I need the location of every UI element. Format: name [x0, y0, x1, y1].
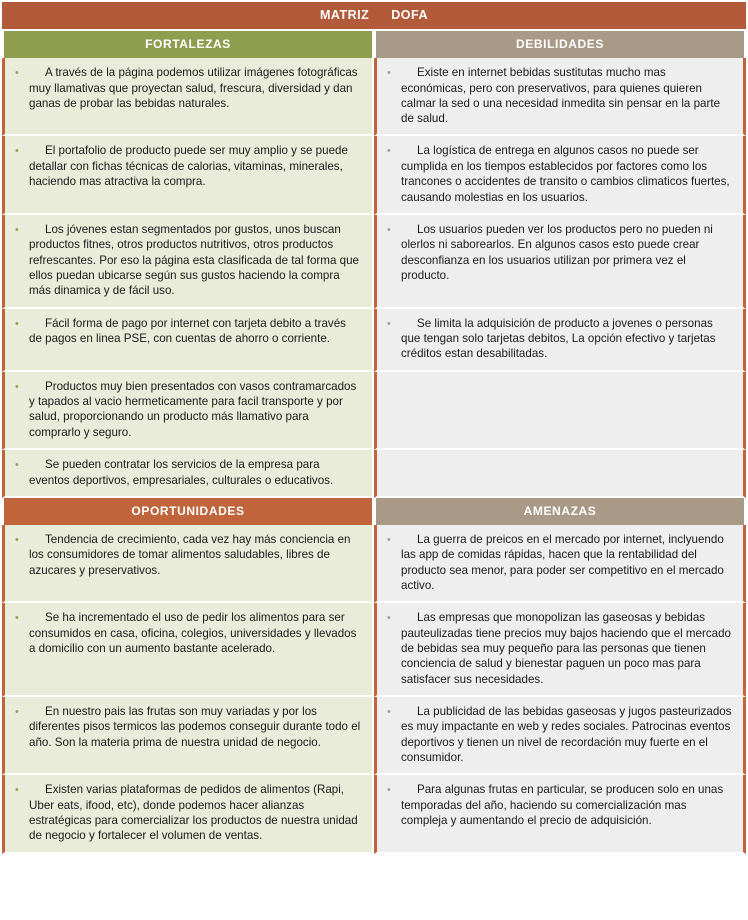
bullet-icon: • — [15, 67, 19, 79]
cell-fortaleza — [2, 136, 374, 214]
rows-top — [2, 58, 746, 498]
cell-text: Para algunas frutas en particular, se producen solo en unas temporadas del año, haciendo su comercialización mas compleja y aumentando el precio de adquisición. — [401, 783, 724, 828]
cell-fortaleza — [2, 450, 374, 498]
bullet-icon: • — [15, 223, 19, 236]
bullet-icon: • — [15, 612, 19, 625]
cell-oportunidad — [2, 603, 374, 697]
cell-text: Se ha incrementado el uso de pedir los alimentos para ser consumidos en casa, oficina, colegios, universidades y llevados a domicilio con un aumento bastante acelerado. — [29, 611, 357, 656]
cell-text: Tendencia de crecimiento, cada vez hay más conciencia en los consumidores de tomar alimentos saludables, libres de azucares y preservativos. — [29, 532, 351, 577]
table-row — [2, 450, 746, 498]
matrix-title-word1: MATRIZ — [319, 8, 370, 22]
table-row — [2, 136, 746, 214]
bullet-icon: • — [387, 705, 391, 718]
cell-text: Se pueden contratar los servicios de la empresa para eventos deportivos, empresariales, culturales o educativos. — [29, 458, 334, 487]
bullet-icon: • — [15, 705, 19, 718]
header-row-bottom — [2, 498, 746, 525]
table-row — [2, 697, 746, 775]
cell-debilidad — [374, 309, 746, 372]
table-row — [2, 372, 746, 450]
header-debilidades: DEBILIDADES — [374, 31, 746, 58]
cell-fortaleza — [2, 372, 374, 450]
bullet-icon: • — [15, 459, 19, 472]
cell-debilidad — [374, 215, 746, 309]
table-row — [2, 215, 746, 309]
cell-amenaza — [374, 603, 746, 697]
bullet-icon: • — [387, 145, 391, 158]
cell-text: Fácil forma de pago por internet con tarjeta debito a través de pagos en linea PSE, con cuentas de ahorro o corriente. — [29, 316, 346, 346]
header-oportunidades: OPORTUNIDADES — [2, 498, 374, 525]
bullet-icon: • — [387, 223, 391, 236]
cell-text: Existen varias plataformas de pedidos de alimentos (Rapi, Uber eats, ifood, etc), donde podemos hacer alianzas estratégicas para comercializar los productos de nuestra unidad de negocio y fortalecer el volumen de ventas. — [29, 783, 358, 843]
matrix-title-word2: DOFA — [391, 8, 429, 22]
bullet-icon: • — [387, 533, 391, 546]
table-row — [2, 525, 746, 603]
header-fortalezas: FORTALEZAS — [2, 31, 374, 58]
cell-text: Los jóvenes estan segmentados por gustos, unos buscan productos fitnes, otros productos nutritivos, otros productos refrescantes. Por eso la página esta clasificada de tal forma que ellos puedan ubicarse según sus gustos haciendo la compra más dinamica y de fácil uso. — [29, 222, 359, 298]
cell-text: La logística de entrega en algunos casos no puede ser cumplida en los tiempos establecidos por factores como los trancones o accidentes de transito o cambios climaticos fuertes, causando molestias en los usuarios. — [401, 144, 730, 204]
bullet-icon: • — [15, 533, 19, 546]
matrix-title — [2, 2, 746, 31]
header-amenazas: AMENAZAS — [374, 498, 746, 525]
cell-debilidad — [374, 58, 746, 136]
bullet-icon: • — [15, 380, 19, 393]
table-row — [2, 603, 746, 697]
cell-text: Productos muy bien presentados con vasos contramarcados y tapados al vacio hermeticamente para facil transporte y por salud, proporcionando un producto más llamativo para comprarlo y seguro. — [29, 379, 357, 439]
bullet-icon: • — [387, 67, 391, 79]
cell-fortaleza — [2, 58, 374, 136]
cell-empty — [374, 450, 746, 498]
table-row — [2, 58, 746, 136]
cell-oportunidad — [2, 775, 374, 853]
cell-text: El portafolio de producto puede ser muy amplio y se puede detallar con fichas técnicas de calorias, vitaminas, minerales, haciendo mas atractiva la compra. — [29, 144, 348, 189]
cell-text: Las empresas que monopolizan las gaseosas y bebidas pauteulizadas tiene precios muy bajos haciendo que el mercado de bebidas sea muy pequeño para las personas que tienen conciencia de salud y bienestar paguen un poco mas para satisfacer sus necesidades. — [401, 611, 731, 686]
bullet-icon: • — [387, 784, 391, 797]
bullet-icon: • — [15, 784, 19, 797]
rows-bottom — [2, 525, 746, 854]
bullet-icon: • — [15, 317, 19, 330]
bullet-icon: • — [15, 145, 19, 158]
cell-text: En nuestro pais las frutas son muy variadas y por los diferentes pisos termicos las podemos conseguir durante todo el año. Son la materia prima de nuestra unidad de negocio. — [29, 704, 361, 749]
cell-empty — [374, 372, 746, 450]
table-row — [2, 309, 746, 372]
cell-oportunidad — [2, 525, 374, 603]
bullet-icon: • — [387, 317, 391, 330]
cell-fortaleza — [2, 215, 374, 309]
bullet-icon: • — [387, 612, 391, 625]
cell-fortaleza — [2, 309, 374, 372]
cell-text: Los usuarios pueden ver los productos pero no pueden ni olerlos ni saborearlos. En algunos casos esto puede crear desconfianza en los usuarios utilizan por primera vez el producto. — [401, 222, 713, 282]
table-row — [2, 775, 746, 853]
cell-oportunidad — [2, 697, 374, 775]
cell-amenaza — [374, 697, 746, 775]
cell-debilidad — [374, 136, 746, 214]
header-row-top — [2, 31, 746, 58]
cell-text: La guerra de preicos en el mercado por internet, inclyuendo las app de comidas rápidas, hacen que la rentabilidad del producto sea menor, para poder ser competitivo en el mercado activo. — [401, 532, 724, 592]
cell-text: A través de la página podemos utilizar imágenes fotográficas muy llamativas que proyectan salud, frescura, diversidad y dan ganas de probar las bebidas naturales. — [29, 66, 358, 110]
cell-text: Se limita la adquisición de producto a jovenes o personas que tengan solo tarjetas debitos, La opción efectivo y tarjetas créditos estan desabilitadas. — [401, 316, 716, 361]
cell-text: Existe en internet bebidas sustitutas mucho mas económicas, pero con preservativos, para quienes quieren calmar la sed o una necesidad inmedita sin pensar en la parte de salud. — [401, 66, 721, 126]
cell-amenaza — [374, 775, 746, 853]
cell-amenaza — [374, 525, 746, 603]
cell-text: La publicidad de las bebidas gaseosas y jugos pasteurizados es muy impactante en web y redes sociales. Patrocinas eventos deportivos y tienen un nivel de recordación muy fuerte en el consumidor. — [401, 704, 732, 765]
